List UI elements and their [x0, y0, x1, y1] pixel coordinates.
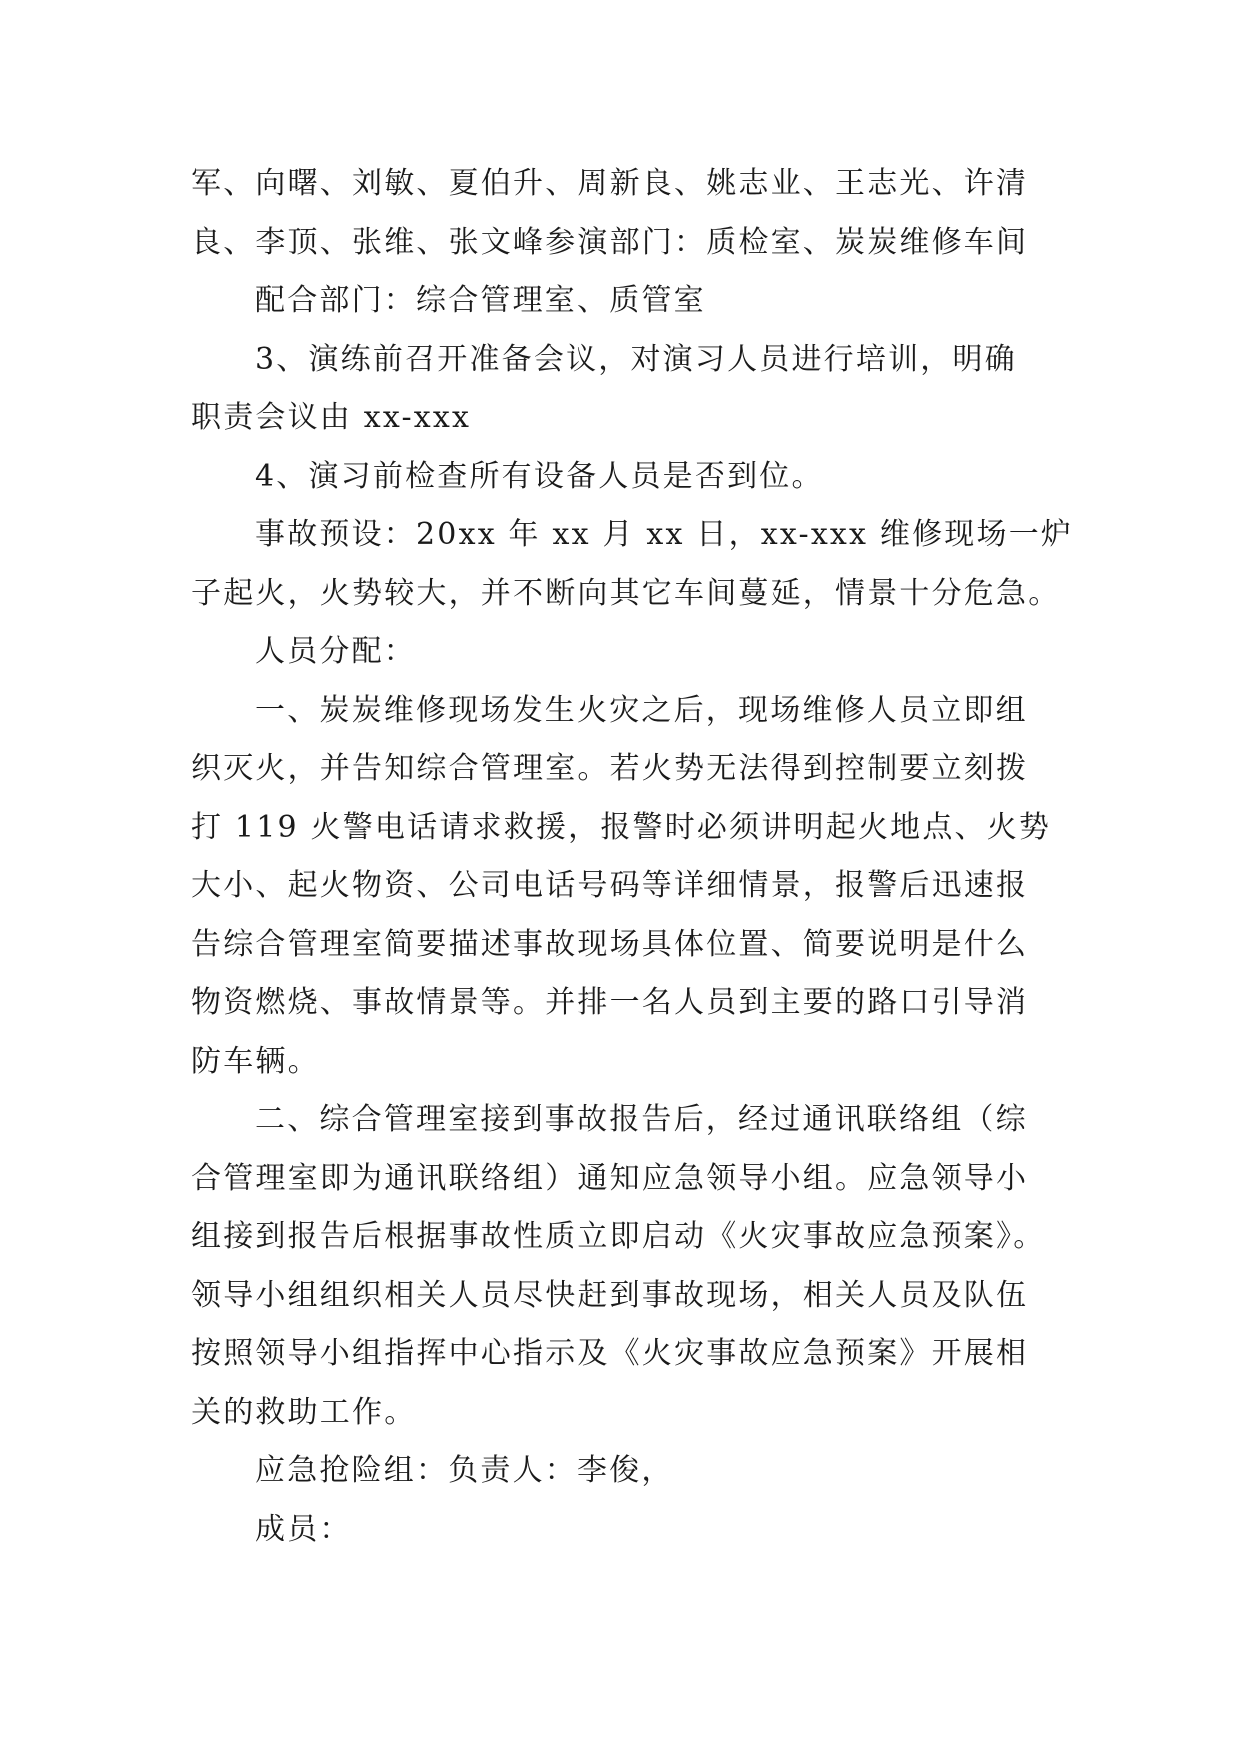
text-line: 配合部门：综合管理室、质管室 [255, 283, 706, 318]
text-line: 事故预设：20xx 年 xx 月 xx 日，xx-xxx 维修现场一炉 [255, 517, 1074, 552]
text-line: 防车辆。 [191, 1043, 320, 1079]
text-line: 合管理室即为通讯联络组）通知应急领导小组。应急领导小 [191, 1160, 1029, 1196]
text-line: 按照领导小组指挥中心指示及《火灾事故应急预案》开展相 [191, 1336, 1029, 1371]
text-line: 人员分配： [255, 634, 416, 669]
text-line: 组接到报告后根据事故性质立即启动《火灾事故应急预案》。 [191, 1219, 1046, 1254]
text-line: 军、向曙、刘敏、夏伯升、周新良、姚志业、王志光、许清 [191, 166, 1029, 201]
text-line: 良、李顶、张维、张文峰参演部门：质检室、炭炭维修车间 [191, 224, 1029, 260]
text-line: 3、演练前召开准备会议，对演习人员进行培训，明确 [255, 341, 1017, 377]
text-line: 打 119 火警电话请求救援，报警时必须讲明起火地点、火势 [191, 809, 1052, 845]
text-line: 4、演习前检查所有设备人员是否到位。 [255, 458, 824, 494]
text-line: 告综合管理室简要描述事故现场具体位置、简要说明是什么 [191, 926, 1029, 962]
text-line: 物资燃烧、事故情景等。并排一名人员到主要的路口引导消 [191, 985, 1029, 1020]
text-line: 领导小组组织相关人员尽快赶到事故现场，相关人员及队伍 [191, 1277, 1029, 1313]
text-line: 应急抢险组：负责人：李俊， [255, 1453, 674, 1488]
text-line: 大小、起火物资、公司电话号码等详细情景，报警后迅速报 [191, 868, 1029, 903]
text-line: 织灭火，并告知综合管理室。若火势无法得到控制要立刻拨 [191, 751, 1029, 786]
text-line: 成员： [255, 1511, 352, 1547]
text-line: 一、炭炭维修现场发生火灾之后，现场维修人员立即组 [255, 692, 1028, 728]
text-line: 子起火，火势较大，并不断向其它车间蔓延，情景十分危急。 [191, 575, 1061, 611]
text-line: 关的救助工作。 [191, 1394, 417, 1430]
text-line: 职责会议由 xx-xxx [191, 400, 472, 435]
document-body [191, 155, 1074, 1559]
text-line: 二、综合管理室接到事故报告后，经过通讯联络组（综 [255, 1102, 1028, 1137]
